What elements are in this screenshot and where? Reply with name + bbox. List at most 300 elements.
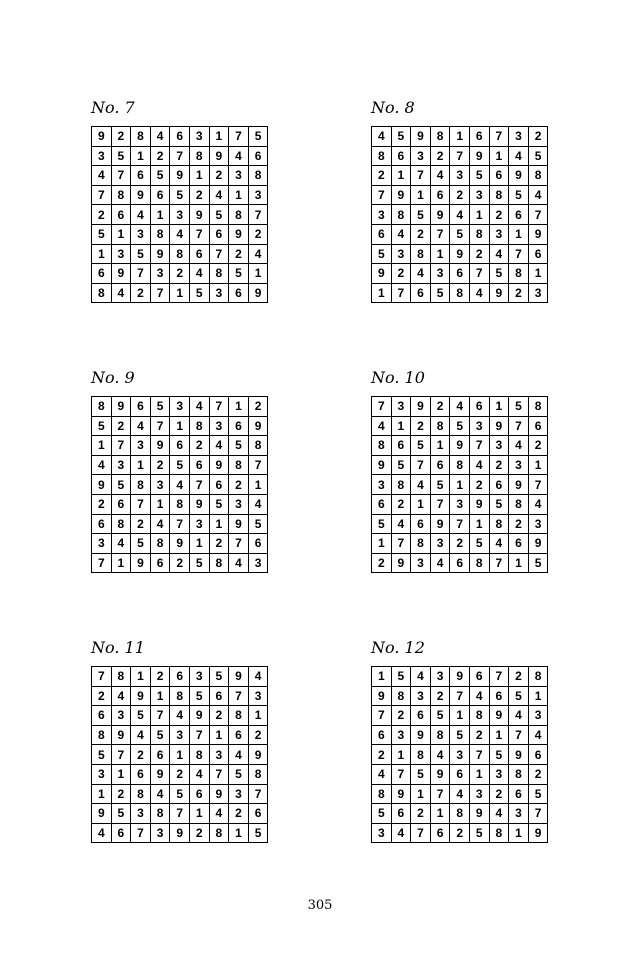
grid-cell: 8 xyxy=(131,784,151,804)
grid-cell: 8 xyxy=(131,475,151,495)
grid-cell: 9 xyxy=(150,436,170,456)
grid-cell: 3 xyxy=(450,745,470,765)
grid-cell: 8 xyxy=(150,804,170,824)
grid-cell: 4 xyxy=(411,264,431,284)
grid-cell: 8 xyxy=(150,224,170,244)
grid-cell: 3 xyxy=(131,804,151,824)
grid-cell: 4 xyxy=(248,667,268,687)
grid-cell: 9 xyxy=(509,166,529,186)
grid-cell: 6 xyxy=(430,823,450,843)
grid-cell: 5 xyxy=(209,205,229,225)
grid-cell: 6 xyxy=(189,244,209,264)
grid-row xyxy=(92,514,268,534)
grid-row xyxy=(92,264,268,284)
grid-cell: 2 xyxy=(111,416,131,436)
grid-cell: 4 xyxy=(430,553,450,573)
grid-cell: 3 xyxy=(509,127,529,147)
grid-cell: 5 xyxy=(170,784,190,804)
grid-cell: 3 xyxy=(248,185,268,205)
grid-cell: 8 xyxy=(92,283,112,303)
grid-cell: 6 xyxy=(469,127,489,147)
grid-cell: 8 xyxy=(430,725,450,745)
grid-cell: 7 xyxy=(229,686,249,706)
grid-cell: 8 xyxy=(411,534,431,554)
grid-row xyxy=(372,264,548,284)
grid-cell: 8 xyxy=(92,725,112,745)
grid-cell: 9 xyxy=(411,127,431,147)
grid-cell: 1 xyxy=(209,725,229,745)
grid-cell: 6 xyxy=(248,534,268,554)
grid-cell: 2 xyxy=(372,166,392,186)
grid-cell: 9 xyxy=(248,283,268,303)
grid-cell: 8 xyxy=(111,667,131,687)
grid-cell: 9 xyxy=(509,745,529,765)
grid-cell: 3 xyxy=(189,514,209,534)
grid-cell: 9 xyxy=(229,224,249,244)
grid-cell: 5 xyxy=(528,146,548,166)
grid-row xyxy=(372,416,548,436)
grid-cell: 3 xyxy=(170,725,190,745)
grid-cell: 4 xyxy=(450,784,470,804)
grid-cell: 6 xyxy=(229,416,249,436)
grid-cell: 3 xyxy=(430,264,450,284)
grid-cell: 2 xyxy=(450,823,470,843)
grid-row xyxy=(92,706,268,726)
grid-row xyxy=(92,455,268,475)
grid-row xyxy=(92,534,268,554)
grid-cell: 3 xyxy=(229,166,249,186)
grid-cell: 4 xyxy=(111,283,131,303)
grid-cell: 5 xyxy=(189,553,209,573)
grid-cell: 7 xyxy=(189,224,209,244)
grid-cell: 8 xyxy=(528,166,548,186)
grid-cell: 2 xyxy=(430,686,450,706)
grid-cell: 7 xyxy=(111,745,131,765)
grid-cell: 1 xyxy=(469,205,489,225)
grid-cell: 9 xyxy=(391,185,411,205)
grid-cell: 4 xyxy=(150,784,170,804)
grid-cell: 8 xyxy=(131,127,151,147)
grid-cell: 4 xyxy=(150,514,170,534)
grid-cell: 5 xyxy=(430,706,450,726)
grid-cell: 5 xyxy=(111,146,131,166)
grid-cell: 6 xyxy=(489,475,509,495)
puzzle-12 xyxy=(371,638,551,843)
grid-cell: 1 xyxy=(430,436,450,456)
grid-cell: 1 xyxy=(509,823,529,843)
grid-cell: 9 xyxy=(489,416,509,436)
grid-row xyxy=(92,725,268,745)
grid-cell: 8 xyxy=(209,264,229,284)
grid-row xyxy=(372,397,548,417)
grid-cell: 6 xyxy=(209,224,229,244)
grid-cell: 5 xyxy=(372,804,392,824)
grid-cell: 6 xyxy=(170,436,190,456)
grid-cell: 8 xyxy=(489,823,509,843)
grid-cell: 4 xyxy=(509,706,529,726)
grid-cell: 2 xyxy=(469,244,489,264)
sudoku-grid xyxy=(371,396,548,573)
puzzle-title: No. 9 xyxy=(91,368,135,387)
grid-cell: 3 xyxy=(391,244,411,264)
grid-cell: 9 xyxy=(189,205,209,225)
grid-cell: 3 xyxy=(229,784,249,804)
grid-cell: 9 xyxy=(450,244,470,264)
grid-cell: 1 xyxy=(450,127,470,147)
grid-cell: 8 xyxy=(372,436,392,456)
grid-cell: 9 xyxy=(411,725,431,745)
grid-cell: 5 xyxy=(391,127,411,147)
grid-row xyxy=(92,185,268,205)
grid-cell: 8 xyxy=(469,706,489,726)
grid-cell: 6 xyxy=(248,804,268,824)
grid-cell: 9 xyxy=(430,764,450,784)
grid-cell: 3 xyxy=(209,745,229,765)
grid-cell: 4 xyxy=(209,436,229,456)
grid-cell: 3 xyxy=(391,397,411,417)
grid-cell: 9 xyxy=(528,224,548,244)
grid-row xyxy=(92,244,268,264)
grid-row xyxy=(372,244,548,264)
grid-cell: 8 xyxy=(189,745,209,765)
grid-cell: 9 xyxy=(92,804,112,824)
grid-cell: 2 xyxy=(150,455,170,475)
grid-cell: 3 xyxy=(111,455,131,475)
grid-cell: 8 xyxy=(372,784,392,804)
grid-row xyxy=(372,127,548,147)
grid-cell: 2 xyxy=(131,745,151,765)
grid-cell: 2 xyxy=(528,436,548,456)
grid-cell: 3 xyxy=(248,686,268,706)
grid-cell: 5 xyxy=(450,725,470,745)
grid-cell: 7 xyxy=(248,455,268,475)
grid-cell: 6 xyxy=(150,185,170,205)
grid-row xyxy=(372,725,548,745)
grid-cell: 6 xyxy=(150,553,170,573)
grid-cell: 3 xyxy=(229,494,249,514)
grid-cell: 7 xyxy=(150,416,170,436)
grid-row xyxy=(372,514,548,534)
grid-cell: 6 xyxy=(111,823,131,843)
grid-cell: 2 xyxy=(469,475,489,495)
grid-row xyxy=(92,224,268,244)
grid-cell: 4 xyxy=(430,745,450,765)
grid-cell: 5 xyxy=(209,667,229,687)
grid-cell: 5 xyxy=(170,185,190,205)
grid-row xyxy=(92,764,268,784)
grid-cell: 8 xyxy=(170,244,190,264)
grid-row xyxy=(92,436,268,456)
grid-cell: 5 xyxy=(391,455,411,475)
grid-cell: 4 xyxy=(489,804,509,824)
grid-cell: 4 xyxy=(170,475,190,495)
grid-cell: 6 xyxy=(391,804,411,824)
grid-cell: 6 xyxy=(411,706,431,726)
grid-cell: 3 xyxy=(469,784,489,804)
puzzle-10 xyxy=(371,368,551,573)
grid-cell: 8 xyxy=(509,494,529,514)
grid-row xyxy=(92,146,268,166)
grid-cell: 9 xyxy=(430,514,450,534)
grid-cell: 7 xyxy=(189,475,209,495)
grid-cell: 7 xyxy=(209,764,229,784)
grid-row xyxy=(372,455,548,475)
grid-cell: 9 xyxy=(469,804,489,824)
grid-row xyxy=(92,283,268,303)
grid-cell: 5 xyxy=(229,764,249,784)
grid-cell: 1 xyxy=(489,725,509,745)
grid-cell: 2 xyxy=(528,127,548,147)
grid-cell: 1 xyxy=(528,455,548,475)
grid-cell: 4 xyxy=(469,455,489,475)
grid-cell: 3 xyxy=(92,534,112,554)
grid-cell: 5 xyxy=(528,553,548,573)
grid-cell: 2 xyxy=(450,534,470,554)
grid-cell: 1 xyxy=(509,553,529,573)
grid-cell: 6 xyxy=(430,185,450,205)
grid-cell: 9 xyxy=(131,553,151,573)
grid-cell: 8 xyxy=(489,514,509,534)
grid-cell: 6 xyxy=(170,127,190,147)
grid-cell: 7 xyxy=(111,436,131,456)
grid-cell: 7 xyxy=(150,283,170,303)
grid-cell: 5 xyxy=(411,764,431,784)
grid-cell: 4 xyxy=(92,823,112,843)
puzzle-title: No. 10 xyxy=(371,368,425,387)
grid-cell: 6 xyxy=(450,764,470,784)
grid-cell: 2 xyxy=(509,667,529,687)
grid-cell: 5 xyxy=(92,745,112,765)
grid-cell: 5 xyxy=(150,397,170,417)
grid-row xyxy=(92,553,268,573)
grid-cell: 1 xyxy=(528,264,548,284)
grid-cell: 1 xyxy=(150,686,170,706)
grid-cell: 6 xyxy=(450,264,470,284)
grid-row xyxy=(92,745,268,765)
grid-cell: 6 xyxy=(209,686,229,706)
grid-cell: 9 xyxy=(92,127,112,147)
grid-cell: 9 xyxy=(509,475,529,495)
grid-cell: 6 xyxy=(229,725,249,745)
grid-row xyxy=(372,534,548,554)
grid-cell: 7 xyxy=(248,205,268,225)
grid-cell: 9 xyxy=(528,823,548,843)
grid-cell: 8 xyxy=(450,804,470,824)
grid-cell: 3 xyxy=(92,146,112,166)
grid-cell: 1 xyxy=(372,534,392,554)
grid-cell: 9 xyxy=(189,706,209,726)
grid-cell: 1 xyxy=(450,706,470,726)
grid-cell: 8 xyxy=(391,205,411,225)
grid-cell: 1 xyxy=(411,494,431,514)
grid-row xyxy=(372,166,548,186)
grid-cell: 8 xyxy=(92,397,112,417)
grid-cell: 4 xyxy=(131,416,151,436)
grid-cell: 5 xyxy=(150,725,170,745)
grid-cell: 9 xyxy=(189,494,209,514)
grid-cell: 2 xyxy=(92,494,112,514)
grid-cell: 9 xyxy=(528,534,548,554)
grid-cell: 4 xyxy=(229,146,249,166)
grid-cell: 2 xyxy=(170,264,190,284)
grid-cell: 5 xyxy=(372,244,392,264)
grid-cell: 2 xyxy=(248,725,268,745)
grid-cell: 3 xyxy=(209,283,229,303)
grid-cell: 5 xyxy=(489,494,509,514)
puzzle-title: No. 8 xyxy=(371,98,415,117)
grid-cell: 2 xyxy=(469,725,489,745)
grid-cell: 4 xyxy=(528,185,548,205)
grid-cell: 2 xyxy=(248,397,268,417)
grid-cell: 2 xyxy=(489,784,509,804)
grid-cell: 7 xyxy=(391,764,411,784)
grid-cell: 9 xyxy=(131,686,151,706)
grid-cell: 2 xyxy=(248,224,268,244)
grid-cell: 2 xyxy=(509,514,529,534)
grid-cell: 1 xyxy=(92,244,112,264)
puzzle-title: No. 11 xyxy=(91,638,145,657)
grid-cell: 8 xyxy=(111,185,131,205)
grid-cell: 1 xyxy=(450,475,470,495)
grid-cell: 7 xyxy=(170,514,190,534)
grid-cell: 1 xyxy=(248,264,268,284)
grid-cell: 8 xyxy=(170,494,190,514)
grid-cell: 8 xyxy=(229,706,249,726)
grid-cell: 8 xyxy=(430,127,450,147)
grid-cell: 5 xyxy=(430,283,450,303)
grid-cell: 9 xyxy=(372,686,392,706)
grid-cell: 3 xyxy=(528,514,548,534)
grid-cell: 8 xyxy=(170,686,190,706)
grid-cell: 6 xyxy=(469,667,489,687)
grid-cell: 9 xyxy=(209,455,229,475)
grid-cell: 7 xyxy=(509,416,529,436)
grid-row xyxy=(372,745,548,765)
grid-cell: 9 xyxy=(248,745,268,765)
grid-cell: 6 xyxy=(150,745,170,765)
grid-cell: 6 xyxy=(229,283,249,303)
grid-cell: 6 xyxy=(170,667,190,687)
grid-cell: 9 xyxy=(489,283,509,303)
grid-cell: 4 xyxy=(229,745,249,765)
grid-cell: 5 xyxy=(528,784,548,804)
grid-cell: 3 xyxy=(131,224,151,244)
grid-cell: 6 xyxy=(111,205,131,225)
grid-cell: 8 xyxy=(430,416,450,436)
grid-cell: 2 xyxy=(391,264,411,284)
grid-cell: 1 xyxy=(391,745,411,765)
grid-cell: 4 xyxy=(528,725,548,745)
grid-cell: 7 xyxy=(528,804,548,824)
grid-cell: 7 xyxy=(489,667,509,687)
grid-cell: 3 xyxy=(372,823,392,843)
grid-row xyxy=(372,475,548,495)
grid-cell: 8 xyxy=(391,475,411,495)
grid-cell: 7 xyxy=(469,436,489,456)
grid-cell: 4 xyxy=(372,764,392,784)
grid-cell: 5 xyxy=(509,397,529,417)
grid-cell: 7 xyxy=(170,804,190,824)
grid-cell: 2 xyxy=(391,494,411,514)
grid-row xyxy=(372,185,548,205)
grid-cell: 1 xyxy=(391,166,411,186)
grid-cell: 3 xyxy=(411,553,431,573)
grid-cell: 7 xyxy=(469,264,489,284)
grid-cell: 4 xyxy=(411,475,431,495)
grid-cell: 4 xyxy=(131,725,151,745)
grid-cell: 8 xyxy=(248,166,268,186)
grid-row xyxy=(92,784,268,804)
grid-cell: 6 xyxy=(131,397,151,417)
grid-cell: 3 xyxy=(450,166,470,186)
puzzle-title: No. 7 xyxy=(91,98,135,117)
grid-cell: 9 xyxy=(450,667,470,687)
grid-cell: 1 xyxy=(528,686,548,706)
grid-cell: 1 xyxy=(372,283,392,303)
grid-cell: 7 xyxy=(450,146,470,166)
grid-row xyxy=(92,667,268,687)
grid-cell: 4 xyxy=(509,146,529,166)
grid-cell: 5 xyxy=(391,667,411,687)
grid-cell: 7 xyxy=(411,823,431,843)
grid-cell: 4 xyxy=(391,514,411,534)
grid-row xyxy=(372,706,548,726)
grid-cell: 7 xyxy=(229,534,249,554)
grid-cell: 9 xyxy=(209,784,229,804)
grid-cell: 9 xyxy=(111,725,131,745)
grid-cell: 9 xyxy=(469,146,489,166)
grid-cell: 3 xyxy=(111,706,131,726)
grid-cell: 3 xyxy=(450,494,470,514)
grid-row xyxy=(92,686,268,706)
grid-cell: 5 xyxy=(189,686,209,706)
sudoku-grid xyxy=(91,666,268,843)
grid-cell: 5 xyxy=(229,264,249,284)
puzzle-8 xyxy=(371,98,551,303)
grid-cell: 2 xyxy=(430,397,450,417)
grid-cell: 7 xyxy=(509,725,529,745)
grid-cell: 8 xyxy=(209,823,229,843)
grid-cell: 2 xyxy=(111,784,131,804)
grid-cell: 2 xyxy=(528,764,548,784)
grid-cell: 1 xyxy=(209,514,229,534)
grid-cell: 5 xyxy=(411,205,431,225)
grid-cell: 5 xyxy=(411,436,431,456)
grid-row xyxy=(372,224,548,244)
grid-cell: 3 xyxy=(509,804,529,824)
grid-cell: 6 xyxy=(92,514,112,534)
grid-cell: 8 xyxy=(411,745,431,765)
grid-cell: 6 xyxy=(509,205,529,225)
grid-cell: 6 xyxy=(131,764,151,784)
grid-cell: 3 xyxy=(469,185,489,205)
grid-row xyxy=(92,823,268,843)
grid-cell: 7 xyxy=(391,534,411,554)
grid-cell: 5 xyxy=(469,534,489,554)
grid-cell: 2 xyxy=(131,514,151,534)
grid-row xyxy=(372,823,548,843)
grid-cell: 1 xyxy=(248,706,268,726)
grid-cell: 8 xyxy=(528,397,548,417)
grid-cell: 7 xyxy=(430,224,450,244)
grid-cell: 2 xyxy=(411,804,431,824)
grid-cell: 5 xyxy=(111,475,131,495)
grid-row xyxy=(372,146,548,166)
grid-cell: 1 xyxy=(170,283,190,303)
grid-cell: 4 xyxy=(430,166,450,186)
grid-cell: 4 xyxy=(189,397,209,417)
grid-cell: 7 xyxy=(450,514,470,534)
